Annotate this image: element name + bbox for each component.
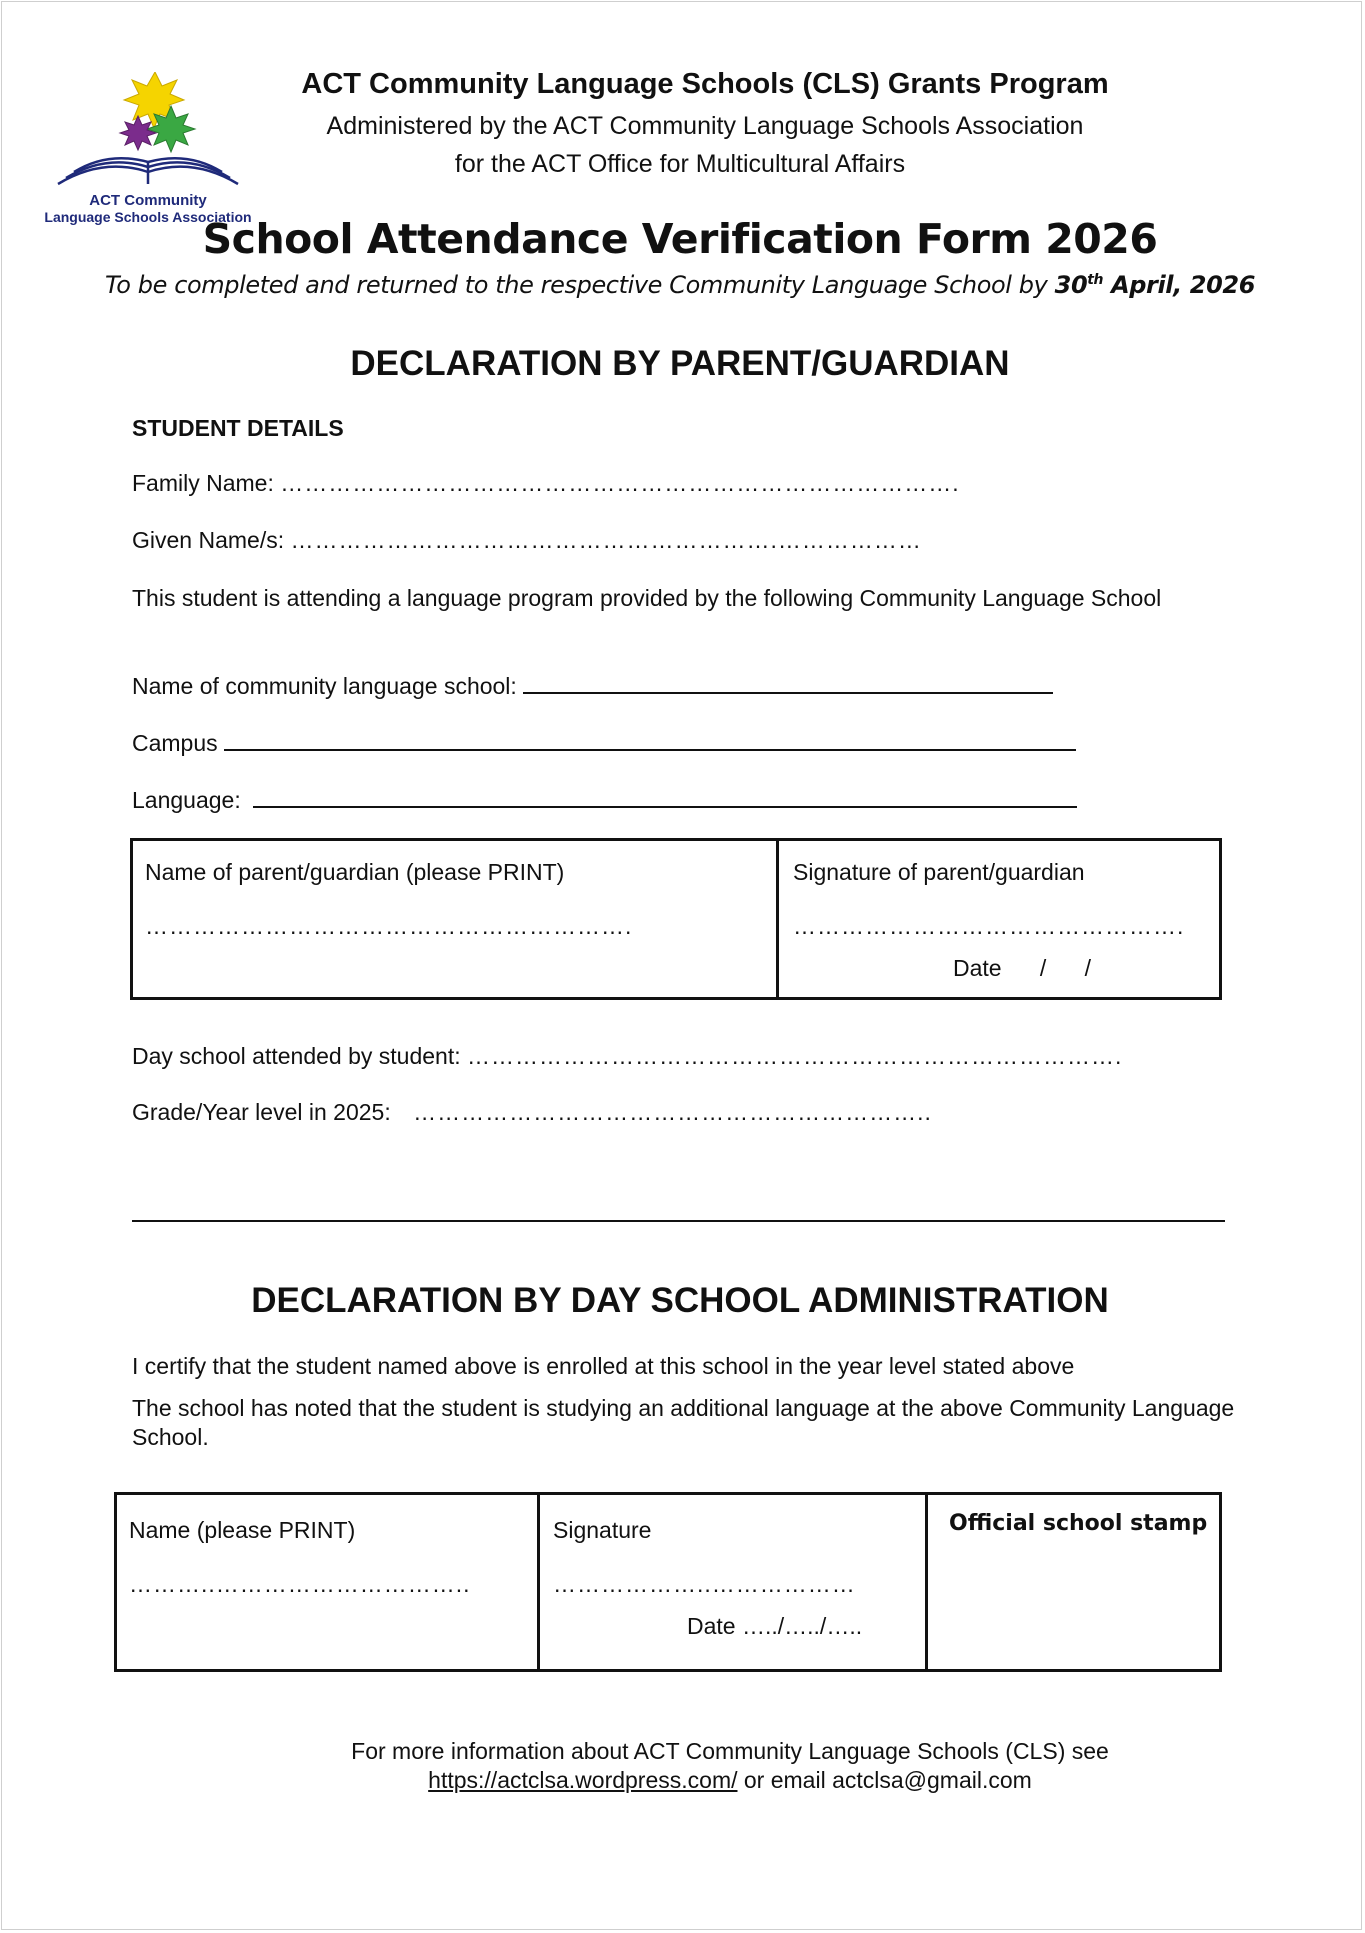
deadline-day: 30 <box>1054 271 1088 299</box>
official-stamp-label: Official school stamp <box>949 1511 1208 1536</box>
campus-label: Campus <box>132 730 218 756</box>
parent-name-field[interactable]: ……………………………………………………. <box>145 913 633 939</box>
table-divider-1 <box>537 1495 540 1669</box>
table-divider <box>776 841 779 997</box>
form-title: School Attendance Verification Form 2026 <box>202 215 1158 263</box>
admin-date-field[interactable]: Date …../…../….. <box>687 1613 863 1639</box>
footer-line1: For more information about ACT Community Language Schools (CLS) see <box>351 1738 1109 1764</box>
student-details-heading: STUDENT DETAILS <box>132 415 344 441</box>
given-name-label: Given Name/s: <box>132 527 285 553</box>
given-name-field[interactable]: …………………………………………………….……………… <box>290 527 922 553</box>
book-icon <box>58 158 238 184</box>
family-name-label: Family Name: <box>132 470 274 496</box>
admin-signature-field[interactable]: ………………..……………… <box>553 1571 856 1597</box>
logo-text-line1: ACT Community <box>89 192 207 209</box>
language-row[interactable] <box>132 784 1077 814</box>
school-name-field[interactable] <box>523 670 1053 694</box>
office-line: for the ACT Office for Multicultural Affairs <box>454 150 906 178</box>
given-name-row[interactable] <box>132 527 922 554</box>
parent-signature-field[interactable]: …………………………………………. <box>793 913 1185 939</box>
program-title: ACT Community Language Schools (CLS) Grants Program <box>301 68 1109 100</box>
parent-name-label: Name of parent/guardian (please PRINT) <box>145 859 565 885</box>
parent-signature-label: Signature of parent/guardian <box>793 859 1085 885</box>
campus-row[interactable] <box>132 727 1076 757</box>
deadline-rest: April, 2026 <box>1103 271 1255 299</box>
grade-row[interactable] <box>132 1099 932 1126</box>
deadline-suffix: th <box>1087 272 1104 288</box>
school-name-row[interactable] <box>132 670 1053 700</box>
footer <box>240 1737 1220 1795</box>
day-school-row[interactable] <box>132 1043 1122 1070</box>
certify-statement: I certify that the student named above is enrolled at this school in the year level stated above <box>132 1353 1075 1379</box>
campus-field[interactable] <box>224 727 1076 751</box>
logo-text-line2: Language Schools Association <box>44 209 252 225</box>
instruction-text: To be completed and returned to the respective Community Language School by <box>104 271 1055 299</box>
clsa-logo <box>38 72 258 232</box>
parent-date-field[interactable]: Date / / <box>953 955 1092 981</box>
logo-graphic <box>38 72 258 192</box>
language-field[interactable] <box>253 784 1077 808</box>
language-label: Language: <box>132 787 241 813</box>
parent-declaration-title: DECLARATION BY PARENT/GUARDIAN <box>350 344 1010 383</box>
noted-statement: The school has noted that the student is studying an additional language at the above Community Language School. <box>132 1395 1235 1450</box>
footer-line2 <box>240 1766 1220 1795</box>
website-link[interactable]: https://actclsa.wordpress.com/ <box>428 1767 738 1793</box>
admin-signature-table <box>114 1492 1222 1672</box>
return-instruction <box>100 271 1260 299</box>
attending-statement: This student is attending a language program provided by the following Community Language School <box>132 585 1162 611</box>
grade-label: Grade/Year level in 2025: <box>132 1099 391 1125</box>
admin-name-label: Name (please PRINT) <box>129 1517 356 1543</box>
administered-by: Administered by the ACT Community Language Schools Association <box>326 112 1084 140</box>
day-school-field[interactable]: ………………………………………………………………………. <box>467 1043 1123 1069</box>
school-name-label: Name of community language school: <box>132 673 517 699</box>
table-divider-2 <box>925 1495 928 1669</box>
parent-signature-table <box>130 838 1222 1000</box>
day-school-label: Day school attended by student: <box>132 1043 461 1069</box>
family-name-field[interactable]: …………………………………………………………………………. <box>280 470 960 496</box>
grade-field[interactable]: ……………………………………………………….. <box>413 1099 932 1125</box>
admin-signature-label: Signature <box>553 1517 652 1543</box>
admin-declaration-title: DECLARATION BY DAY SCHOOL ADMINISTRATION <box>251 1281 1109 1320</box>
section-divider <box>132 1220 1225 1222</box>
admin-name-field[interactable]: ………..………………………….. <box>129 1571 471 1597</box>
email-text: or email actclsa@gmail.com <box>737 1767 1032 1793</box>
family-name-row[interactable] <box>132 470 960 497</box>
